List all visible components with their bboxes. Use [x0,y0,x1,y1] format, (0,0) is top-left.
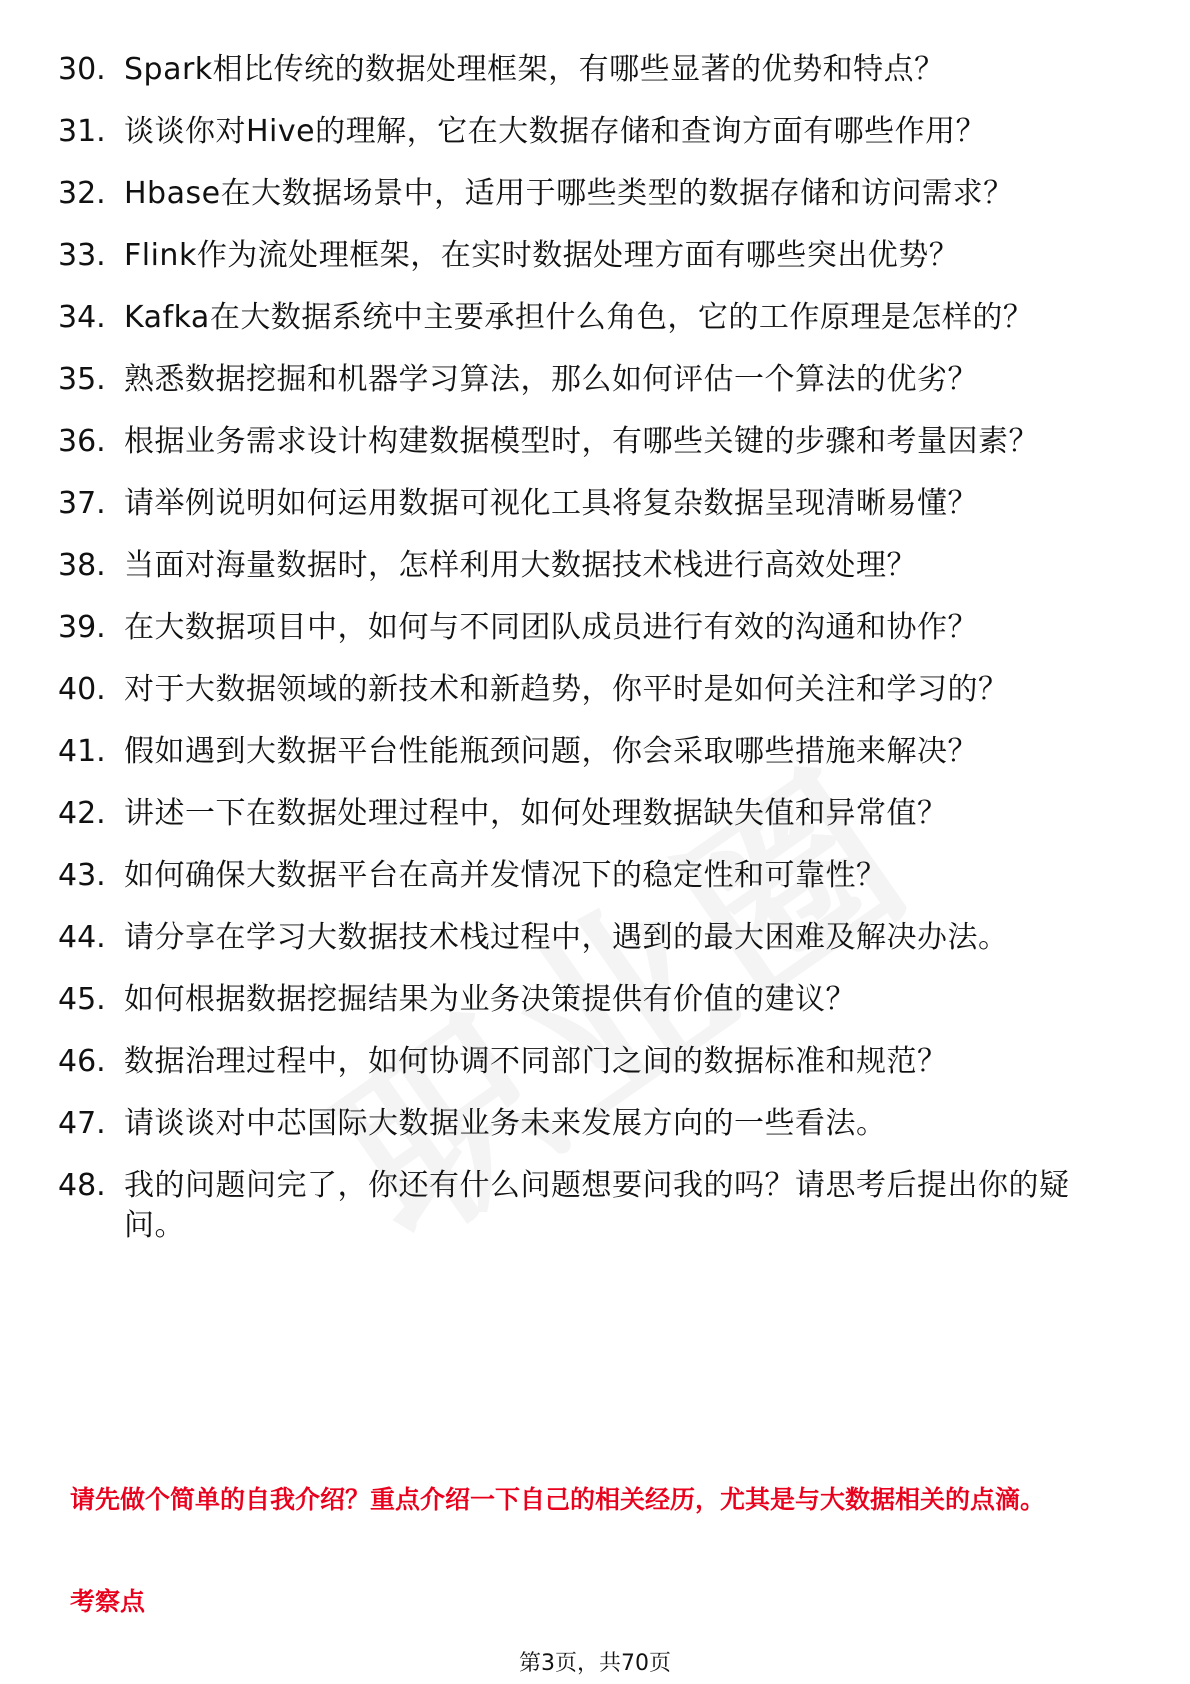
question-text: 如何确保大数据平台在高并发情况下的稳定性和可靠性？ [124,858,887,893]
question-number: 44. [58,920,106,955]
page-footer: 第3页，共70页 [519,1651,671,1676]
question-text: 对于大数据领域的新技术和新趋势，你平时是如何关注和学习的？ [124,672,1009,707]
list-item [0,1042,1190,1082]
list-item [0,298,1190,338]
question-number: 38. [58,548,106,583]
question-number: 47. [58,1106,106,1141]
list-item [0,360,1190,400]
question-number: 31. [58,114,106,149]
list-item [0,1104,1190,1144]
list-item [0,732,1190,772]
question-text: 如何根据数据挖掘结果为业务决策提供有价值的建议？ [124,982,856,1017]
question-text: 请举例说明如何运用数据可视化工具将复杂数据呈现清晰易懂？ [124,486,978,521]
question-text: 当面对海量数据时，怎样利用大数据技术栈进行高效处理？ [124,548,917,583]
question-number: 32. [58,176,106,211]
question-text: 请谈谈对中芯国际大数据业务未来发展方向的一些看法。 [124,1106,887,1141]
list-item [0,670,1190,710]
question-text: 谈谈你对Hive的理解，它在大数据存储和查询方面有哪些作用？ [124,114,987,149]
question-text: 数据治理过程中，如何协调不同部门之间的数据标准和规范？ [124,1044,948,1079]
list-item [0,1166,1190,1246]
question-list [0,50,1190,1268]
list-item [0,236,1190,276]
list-item [0,174,1190,214]
question-number: 34. [58,300,106,335]
question-number: 39. [58,610,106,645]
question-number: 43. [58,858,106,893]
question-text: 根据业务需求设计构建数据模型时，有哪些关键的步骤和考量因素？ [124,424,1039,459]
question-number: 48. [58,1168,106,1203]
list-item [0,484,1190,524]
list-item [0,794,1190,834]
list-item [0,918,1190,958]
list-item [0,50,1190,90]
question-number: 46. [58,1044,106,1079]
list-item [0,422,1190,462]
question-number: 40. [58,672,106,707]
question-text: 在大数据项目中，如何与不同团队成员进行有效的沟通和协作？ [124,610,978,645]
question-text: 讲述一下在数据处理过程中，如何处理数据缺失值和异常值？ [124,796,948,831]
question-text: 熟悉数据挖掘和机器学习算法，那么如何评估一个算法的优劣？ [124,362,978,397]
question-text: 请分享在学习大数据技术栈过程中，遇到的最大困难及解决办法。 [124,920,1009,955]
question-text: 假如遇到大数据平台性能瓶颈问题，你会采取哪些措施来解决？ [124,734,978,769]
question-number: 36. [58,424,106,459]
list-item [0,112,1190,152]
question-number: 33. [58,238,106,273]
question-number: 41. [58,734,106,769]
list-item [0,546,1190,586]
list-item [0,856,1190,896]
intro-question: 请先做个简单的自我介绍？重点介绍一下自己的相关经历，尤其是与大数据相关的点滴。 [70,1485,1046,1514]
section-label: 考察点 [70,1587,146,1616]
question-number: 30. [58,52,106,87]
question-text: Hbase在大数据场景中，适用于哪些类型的数据存储和访问需求？ [124,176,1014,211]
question-number: 45. [58,982,106,1017]
question-number: 37. [58,486,106,521]
question-text: 我的问题问完了，你还有什么问题想要问我的吗？请思考后提出你的疑问。 [124,1168,1070,1243]
question-number: 35. [58,362,106,397]
question-number: 42. [58,796,106,831]
list-item [0,608,1190,648]
question-text: Kafka在大数据系统中主要承担什么角色，它的工作原理是怎样的？ [124,300,1034,335]
question-text: Spark相比传统的数据处理框架，有哪些显著的优势和特点？ [124,52,945,87]
question-text: Flink作为流处理框架，在实时数据处理方面有哪些突出优势？ [124,238,960,273]
list-item [0,980,1190,1020]
